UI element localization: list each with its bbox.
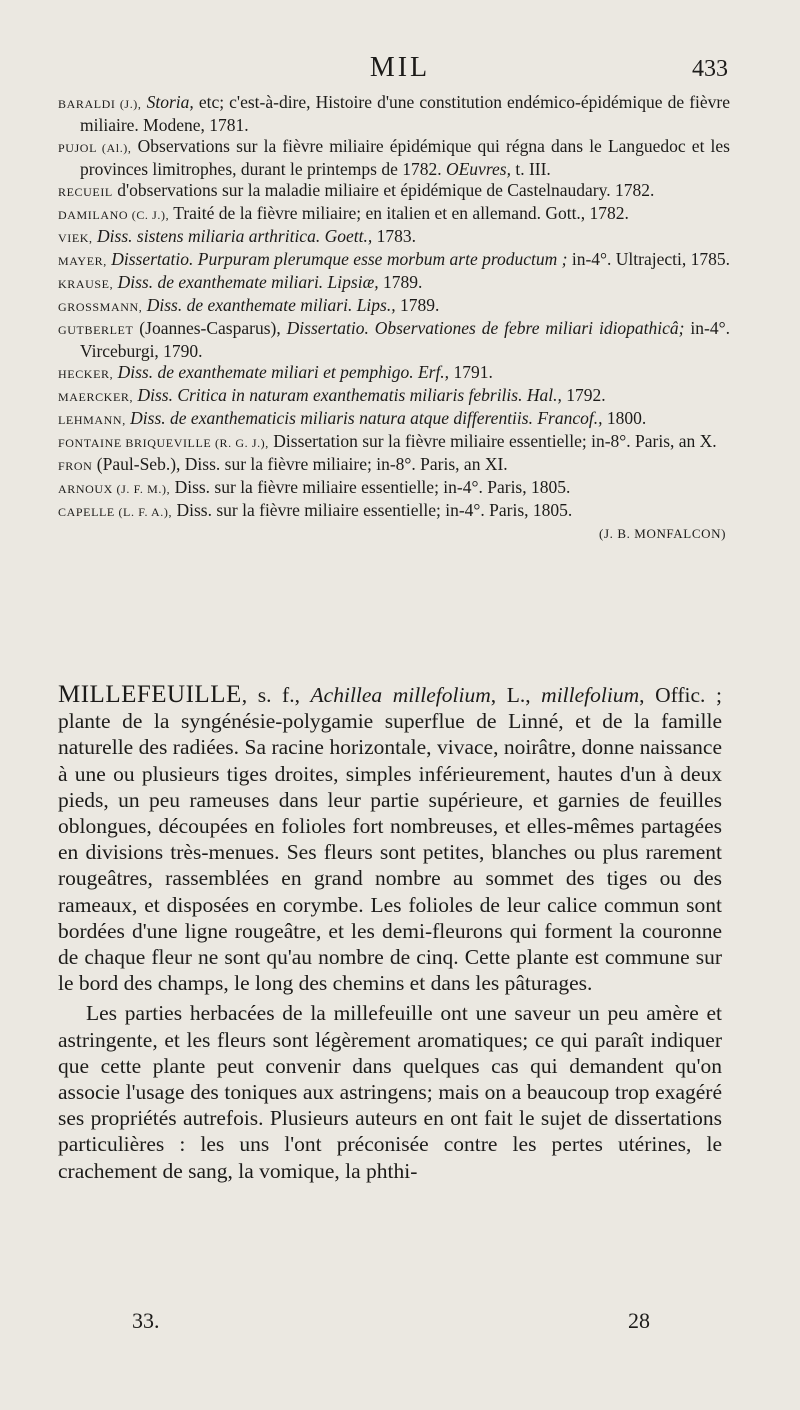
page-number: 433 (692, 56, 728, 82)
entry-text: Traité de la fièvre miliaire; en italien et en allemand. Gott., 1782. (169, 203, 629, 223)
running-head: MIL (369, 52, 431, 83)
bibliography-entry (58, 226, 730, 249)
bibliography-entry (58, 272, 730, 295)
entry-text: (Joannes-Casparus), (133, 318, 287, 338)
bibliography-entry (58, 318, 730, 362)
entry-author: GROSSMANN, (58, 300, 143, 314)
entry-author: MAERCKER, (58, 390, 134, 404)
entry-author: RECUEIL (58, 185, 113, 199)
entry-text: Diss. sur la fièvre miliaire essentielle; in-4°. Paris, 1805. (172, 500, 573, 520)
entry-title: OEuvres, (445, 159, 511, 179)
entry-author: BARALDI (J.), (58, 97, 142, 111)
entry-imprint: 1789. (395, 295, 440, 315)
bibliography-entry (58, 500, 730, 523)
signature-number: 28 (628, 1308, 650, 1333)
article-text: , s. f., (241, 683, 311, 707)
entry-title: Diss. Critica in naturam exanthematis miliaris febrilis. Hal., (137, 385, 562, 405)
entry-title: Dissertatio. Observationes de febre miliari idiopathicâ; (286, 318, 685, 338)
entry-title: Diss. de exanthemate miliari. Lipsiæ, (117, 272, 379, 292)
entry-title: Diss. sistens miliaria arthritica. Goett., (97, 226, 373, 246)
bibliography-entry (58, 362, 730, 385)
entry-imprint: t. III. (510, 159, 551, 179)
entry-author: HECKER, (58, 367, 114, 381)
entry-author: ARNOUX (J. F. M.), (58, 482, 171, 496)
entry-imprint: 1789. (378, 272, 423, 292)
entry-author: KRAUSE, (58, 277, 114, 291)
article-text: , L., (490, 683, 542, 707)
latin-name: millefolium (541, 683, 640, 707)
bibliography-entry (58, 385, 730, 408)
article-paragraph-2: Les parties herbacées de la millefeuille ont une saveur un peu amère et astringente, et les fleurs sont légèrement aromatiques; ce qui paraît indiquer que cette plante peut convenir dans quelques cas qui demandent qu'on associe l'usage des toniques aux astringens; mais on a beaucoup trop exagéré ses propriétés autrefois. Plusieurs auteurs en ont fait le sujet de dissertations particulières : les uns l'ont préconisée contre les pertes utérines, le crachement de sang, la vomique, la phthi- (58, 1001, 722, 1183)
entry-author: FONTAINE BRIQUEVILLE (R. G. J.), (58, 436, 269, 450)
article-text: , Offic. ; plante de la syngénésie-polygamie superflue de Linné, et de la famille naturelle des radiées. Sa racine horizontale, vivace, noirâtre, donne naissance à une ou plusieurs tiges droites, simples inférieurement, hautes d'un à deux pieds, un peu rameuses dans leur partie supérieure, et garnies de feuilles oblongues, découpées en folioles fort nombreuses, et elles-mêmes partagées en divisions très-menues. Ses fleurs sont petites, blanches ou plus rarement rougeâtres, rassemblées en grand nombre au sommet des tiges ou des rameaux, et disposées en corymbe. Les folioles de leur calice commun sont bordées d'une ligne rougeâtre, et les demi-fleurons qui forment la couronne de chaque fleur ne sont qu'au nombre de cinq. Cette plante est commune sur le bord des champs, le long des chemins et dans les pâturages. (58, 683, 722, 996)
entry-text: Dissertation sur la fièvre miliaire essentielle; in-8°. Paris, an X. (268, 431, 717, 451)
entry-author: MAYER, (58, 254, 107, 268)
entry-imprint: in-4°. Virceburgi, 1790. (80, 318, 730, 361)
entry-text: Observations sur la fièvre miliaire épidémique qui régna dans le Languedoc et les provinces limitrophes, durant le printemps de 1782. (80, 136, 730, 179)
entry-imprint: 1800. (602, 408, 647, 428)
entry-text: Diss. sur la fièvre miliaire essentielle; in-4°. Paris, 1805. (170, 477, 571, 497)
bibliography-entry (58, 92, 730, 136)
entry-title: Diss. de exanthematicis miliaris natura atque differentiis. Francof., (130, 408, 603, 428)
entry-author: LEHMANN, (58, 413, 126, 427)
bibliography-entry (58, 136, 730, 180)
bibliography-entry (58, 203, 730, 226)
article-paragraph-1 (58, 682, 722, 996)
entry-author: GUTBERLET (58, 323, 134, 337)
entry-imprint: 1783. (372, 226, 416, 246)
bibliography-entry (58, 295, 730, 318)
signature-mark: 33. (132, 1308, 160, 1333)
entry-title: Dissertatio. Purpuram plerumque esse morbum arte productum ; (111, 249, 568, 269)
entry-author: FRON (58, 459, 93, 473)
entry-imprint: etc; c'est-à-dire, Histoire d'une constitution endémico-épidémique de fièvre miliaire. Modene, 1781. (80, 92, 730, 135)
bibliography-entry (58, 180, 730, 203)
entry-title: Diss. de exanthemate miliari. Lips., (146, 295, 396, 315)
author-signature: (J. B. MONFALCON) (599, 526, 726, 541)
entry-text: d'observations sur la maladie miliaire et épidémique de Castelnaudary. 1782. (112, 180, 655, 200)
entry-title: Diss. de exanthemate miliari et pemphigo. Erf., (117, 362, 450, 382)
bibliography-entry (58, 431, 730, 454)
entry-imprint: 1792. (561, 385, 606, 405)
entry-author: DAMILANO (C. J.), (58, 208, 170, 222)
entry-imprint: in-4°. Ultrajecti, 1785. (567, 249, 731, 269)
entry-imprint: 1791. (449, 362, 493, 382)
bibliography-entry (58, 408, 730, 431)
bibliography-list (58, 92, 730, 544)
latin-name: Achillea millefolium (310, 683, 491, 707)
entry-title: Storia, (146, 92, 194, 112)
entry-author: CAPELLE (L. F. A.), (58, 505, 173, 519)
entry-text: (Paul-Seb.), Diss. sur la fièvre miliaire; in-8°. Paris, an XI. (92, 454, 508, 474)
bibliography-entry (58, 477, 730, 500)
entry-author: PUJOL (Al.), (58, 141, 132, 155)
bibliography-entry (58, 249, 730, 272)
bibliography-entry (58, 454, 730, 477)
headword: MILLEFEUILLE (58, 681, 242, 708)
entry-author: VIEK, (58, 231, 93, 245)
article-millefeuille (58, 682, 722, 1184)
